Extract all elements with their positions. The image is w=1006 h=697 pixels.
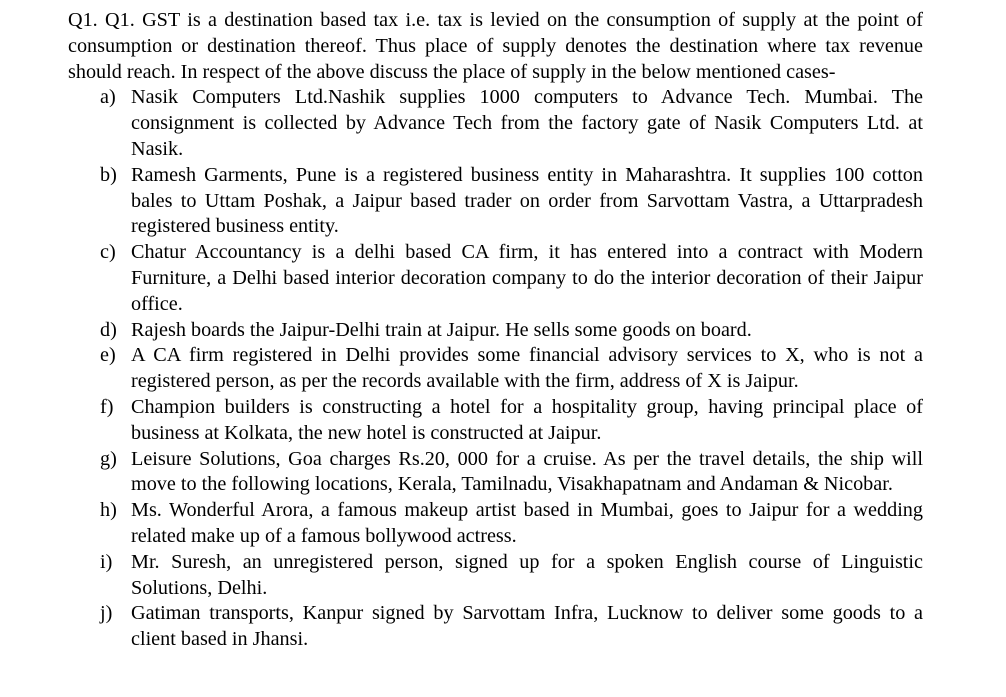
case-list	[68, 85, 923, 653]
case-label: b)	[100, 163, 117, 186]
case-c	[68, 240, 923, 317]
case-text: Leisure Solutions, Goa charges Rs.20, 000 for a cruise. As per the travel details, the ship will move to the following locations, Kerala, Tamilnadu, Visakhapatnam and Andaman & Nicobar.	[131, 447, 923, 496]
case-label: i)	[100, 550, 113, 573]
case-label: c)	[100, 241, 116, 264]
case-label: a)	[100, 86, 116, 109]
case-label: e)	[100, 344, 116, 367]
case-d	[68, 318, 923, 344]
case-text: Champion builders is constructing a hotel for a hospitality group, having principal place of business at Kolkata, the new hotel is constructed at Jaipur.	[131, 395, 923, 444]
case-text: Chatur Accountancy is a delhi based CA firm, it has entered into a contract with Modern Furniture, a Delhi based interior decoration company to do the interior decoration of their Jaipur office.	[131, 241, 923, 315]
case-label: h)	[100, 499, 117, 522]
case-g	[68, 447, 923, 499]
case-text: Nasik Computers Ltd.Nashik supplies 1000 computers to Advance Tech. Mumbai. The consignment is collected by Advance Tech from the factory gate of Nasik Computers Ltd. at Nasik.	[131, 86, 923, 160]
case-label: j)	[100, 602, 113, 625]
case-a	[68, 85, 923, 162]
case-h	[68, 498, 923, 550]
case-f	[68, 395, 923, 447]
case-label: d)	[100, 318, 117, 341]
case-text: Mr. Suresh, an unregistered person, signed up for a spoken English course of Linguistic Solutions, Delhi.	[131, 550, 923, 599]
case-text: Gatiman transports, Kanpur signed by Sarvottam Infra, Lucknow to deliver some goods to a client based in Jhansi.	[131, 602, 923, 651]
case-b	[68, 163, 923, 240]
case-i	[68, 550, 923, 602]
question-intro: Q1. Q1. GST is a destination based tax i.e. tax is levied on the consumption of supply at the point of consumption or destination thereof. Thus place of supply denotes the destination where tax revenue should reach. In respect of the above discuss the place of supply in the below mentioned cases-	[68, 9, 923, 83]
case-text: A CA firm registered in Delhi provides some financial advisory services to X, who is not a registered person, as per the records available with the firm, address of X is Jaipur.	[131, 344, 923, 393]
case-j	[68, 601, 923, 653]
case-text: Ramesh Garments, Pune is a registered business entity in Maharashtra. It supplies 100 cotton bales to Uttam Poshak, a Jaipur based trader on order from Sarvottam Vastra, a Uttarpradesh registered business entity.	[131, 163, 923, 238]
case-label: g)	[100, 447, 117, 470]
case-text: Ms. Wonderful Arora, a famous makeup artist based in Mumbai, goes to Jaipur for a wedding related make up of a famous bollywood actress.	[131, 499, 923, 547]
case-label: f)	[100, 395, 114, 418]
case-e	[68, 343, 923, 395]
document-page	[68, 8, 923, 653]
case-text: Rajesh boards the Jaipur-Delhi train at Jaipur. He sells some goods on board.	[131, 318, 752, 341]
